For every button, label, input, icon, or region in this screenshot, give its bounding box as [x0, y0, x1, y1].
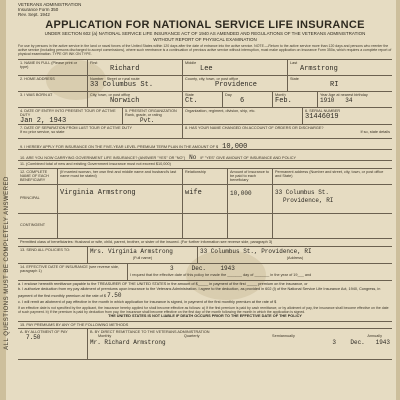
signature-date: 3 Dec. 1943: [332, 338, 390, 346]
form-header-left: VETERANS ADMINISTRATION Insurance Form 350 Rev. Sept. 1942: [18, 2, 82, 17]
principal-relationship: wife: [185, 188, 202, 197]
form-title: APPLICATION FOR NATIONAL SERVICE LIFE INSURANCE: [45, 19, 365, 31]
serial-number: 31446019: [305, 112, 339, 121]
principal-amount: 10,000: [230, 189, 252, 197]
middle-name-value: Lee: [200, 64, 213, 73]
entry-date: Jan 2, 1943: [20, 117, 67, 126]
first-name-value: Richard: [110, 64, 140, 73]
birth-month: Feb.: [275, 96, 292, 105]
beneficiary-note-row: Permitted class of beneficiaries: Husband or wife, child, parent, brother, or sister of the insured. (For further information see reverse side, paragraph 3): [18, 239, 392, 247]
effective-date-fine-print: If an effective date is not specified by the applicant, the insurance hereby applied for shall become effective as follows: a) If the first premium is paid by cash remittance, or by allotment of pay, the insurance shall become effective on the date of such payment. b) If the premium is paid by deduction from pay, the insurance shall become effective on the first day of the month following the month in which the application is signed.: [18, 305, 389, 314]
home-address-state: RI: [330, 80, 339, 89]
home-address-city: Providence: [215, 80, 258, 89]
payment-option-b: b. I authorize deduction from my pay allotment of premiums upon insurance to the Veterans Administration. I agree to the deduction, as provided in 602 (l) of the National Service Life Insurance Act, 1940, Congress, in payment of the first monthly premium at the rate of $ 7.50: [18, 286, 381, 299]
birthplace-state: Ct.: [185, 96, 198, 105]
q7-row: 7. DATE OF SEPARATION FROM LAST TOUR OF ACTIVE DUTY If no prior service, so state 8. HAS YOUR NAME CHANGED ON ACCOUNT OF ORDERS OR DISCHARGE? If so, state details: [18, 125, 392, 139]
form-subtitle-2: WITHOUT REPORT OF PHYSICAL EXAMINATION: [153, 36, 257, 42]
last-name-value: Armstrong: [300, 64, 338, 73]
q11-row: 11. (Combined total of new and existing Government insurance must not exceed $10,000): [18, 161, 392, 169]
insurance-amount: 10,000: [222, 142, 248, 151]
q15-header-row: 15. PAY PREMIUMS BY ANY OF THE FOLLOWING METHODS: [18, 322, 392, 329]
q14-row: 14. EFFECTIVE DATE OF INSURANCE (see reverse side, paragraph 1) 3 Dec. 1943 I request that the effective date of this policy be made the _______ day of _______ in the year of 19___ and: [18, 264, 392, 281]
q9-row: 9. I HEREBY APPLY FOR INSURANCE ON THE FIVE-YEAR LEVEL PREMIUM TERM PLAN IN THE AMOUNT OF $ 10,000: [18, 139, 392, 150]
side-margin-text: ALL QUESTIONS MUST BE COMPLETELY ANSWERED: [4, 176, 10, 350]
home-address-street: 33 Columbus St.: [90, 80, 154, 89]
liability-statement: THE UNITED STATES IS NOT LIABLE IF DEATH OCCURS PRIOR TO THE EFFECTIVE DATE OF THE POLICY: [108, 314, 302, 319]
effective-date: 3 Dec. 1943: [170, 264, 235, 272]
policy-recipient-name: Mrs. Virginia Armstrong: [90, 247, 173, 255]
premium-method-table: [18, 321, 392, 360]
q10-row: 10. ARE YOU NOW CARRYING GOVERNMENT LIFE INSURANCE? (ANSWER "YES" OR "NO") No IF "YES" GIVE AMOUNT OF INSURANCE AND POLICY: [18, 150, 392, 161]
payment-option-a: a. I enclose herewith remittance payable to the TREASURER OF THE UNITED STATES in the amount of $_____ in payment of the first _____ premium on the insurance, or: [18, 281, 308, 286]
policy-recipient-address: 33 Columbus St., Providence, RI: [200, 247, 312, 255]
form-table: [18, 59, 392, 281]
q3-row: 3. I WAS BORN AT City, town, or post office Norwich State Ct. Day 6 Month Feb. Year Age at nearest birthday 1910 34: [18, 92, 392, 108]
birthplace-city: Norwich: [110, 96, 140, 105]
birth-year-age: 1910 34: [320, 96, 353, 104]
q2-row: 2. HOME ADDRESS Number Street or rural route 33 Columbus St. County, city, town, or post office Providence State RI: [18, 76, 392, 92]
rank-value: Pvt.: [140, 117, 155, 125]
payer-name: Mr. Richard Armstrong: [90, 338, 166, 346]
q4-row: 4. DATE OF ENTRY INTO PRESENT TOUR OF ACTIVE DUTY Jan 2, 1943 5. PRESENT ORGANIZATION Rank, grade, or rating Pvt. Organization, regiment, division, ship, etc. 6. SERIAL NUMBER 31446019: [18, 108, 392, 125]
q13-row: 13. SEND ALL POLICIES TO: Mrs. Virginia Armstrong (Full name) 33 Columbus St., Providence, RI (Address): [18, 247, 392, 264]
payment-option-c: c. I will remit an allotment of pay effective in the month in which application for insurance is signed, in payment of the first monthly premium at the rate of $: [18, 299, 277, 304]
allotment-rate: 7.50: [26, 334, 41, 342]
beneficiary-contingent-row: CONTINGENT: [18, 214, 392, 239]
beneficiary-principal-row: PRINCIPAL Virginia Armstrong wife 10,000 33 Columbus St. Providence, RI: [18, 185, 392, 214]
signature-line: [90, 339, 390, 347]
beneficiary-header-row: 12. COMPLETE NAME OF EACH BENEFICIARY (If married woman, her own first and middle name and husband's last name must be stated) Relationship Amount of insurance to be paid to each beneficiary Permanent address (Number and street, city, town, or post office and State): [18, 169, 392, 185]
principal-beneficiary-name: Virginia Armstrong: [60, 188, 136, 197]
birth-day: 6: [240, 96, 245, 105]
q15-row: A. BY ALLOTMENT OF PAY 7.50 B. BY DIRECT REMITTANCE TO THE VETERANS ADMINISTRATION Monthly Quarterly Semiannually Annually Mr. Richard Armstrong 3 Dec. 1943: [18, 329, 392, 360]
government-insurance-answer: No: [189, 153, 197, 161]
form-instructions: For use by persons in the active service in the land or naval forces of the United States within 120 days after the date of entrance into the active service. NOTE.—Return to the active service more than 120 days and persons who reenter the active service (including persons discharged to accept commissions), where such reentrance is a continuation of previous active service without interruption, must make application on Insurance Form 350a, which requires a complete report of physical examination. TYPE OR INK ON TYPE.: [18, 44, 392, 57]
q1-row: 1. NAME IN FULL (Please print or type) First Richard Middle Lee Last Armstrong: [18, 60, 392, 76]
principal-address-city: Providence, RI: [283, 196, 334, 204]
premium-rate: 7.50: [107, 291, 122, 299]
form-subtitle: UNDER SECTION 602 (a) NATIONAL SERVICE LIFE INSURANCE ACT OF 1940 AS AMENDED AND REGULATIONS OF THE VETERANS ADMINISTRATION: [44, 31, 366, 36]
principal-address-street: 33 Columbus St.: [275, 188, 330, 196]
form-body: [18, 2, 392, 398]
